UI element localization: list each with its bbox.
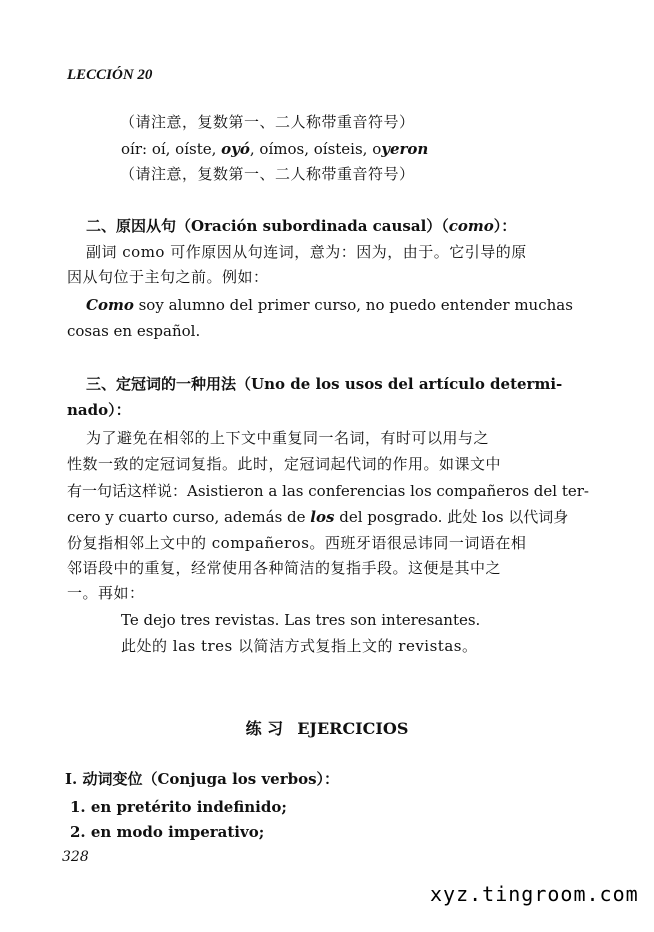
- section3-line4-keyword: los: [310, 508, 335, 526]
- section2-paragraph-line2: 因从句位于主句之前。例如：: [67, 268, 269, 286]
- oir-forms-a: oír: oí, oíste,: [121, 140, 222, 158]
- exercise-subitem-2: 2. en modo imperativo;: [70, 823, 265, 841]
- section3-line5: 份复指相邻上文中的 compañeros。西班牙语很忌讳同一词语在相: [67, 534, 527, 552]
- exercises-title-zh: 练 习: [245, 719, 284, 738]
- exercises-title: [0, 716, 654, 739]
- section2-example-line1: [86, 295, 573, 315]
- oir-form-oyo: oyó: [221, 140, 250, 158]
- section3-line7: 一。再如：: [67, 584, 145, 602]
- section3-line4-pre: cero y cuarto curso, además de: [67, 508, 311, 526]
- accent-note-top: （请注意，复数第一、二人称带重音符号）: [120, 113, 415, 131]
- section3-title-zh: 三、定冠词的一种用法: [86, 375, 237, 393]
- section2-example-rest: soy alumno del primer curso, no puedo entender muchas: [133, 296, 573, 314]
- accent-note-bottom: （请注意，复数第一、二人称带重音符号）: [120, 165, 415, 183]
- exercises-title-es: EJERCICIOS: [297, 719, 409, 738]
- section3-example-line2: 此处的 las tres 以简洁方式复指上文的 revistas。: [121, 637, 478, 655]
- section2-title-keyword: como: [448, 217, 494, 235]
- section2-title-es: （Oración subordinada causal）（: [176, 217, 449, 235]
- section3-line6: 邻语段中的重复，经常使用各种简洁的复指手段。这便是其中之: [67, 559, 502, 577]
- section2-example-line2: cosas en español.: [67, 322, 201, 340]
- section3-line4-post: del posgrado. 此处 los 以代词身: [334, 508, 569, 526]
- section2-title-zh: 二、原因从句: [86, 217, 177, 235]
- section3-line4: [67, 507, 568, 527]
- section2-paragraph-line1: 副词 como 可作原因从句连词，意为：因为，由于。它引导的原: [86, 243, 527, 261]
- section2-title-end: ）：: [493, 217, 517, 235]
- oir-form-oyeron: yeron: [381, 140, 429, 158]
- watermark: xyz.tingroom.com: [430, 882, 639, 906]
- section3-line1: 为了避免在相邻的上下文中重复同一名词，有时可以用与之: [86, 429, 490, 447]
- section2-example-keyword: Como: [86, 296, 134, 314]
- oir-conjugation: [121, 139, 428, 159]
- section2-title: [86, 216, 516, 236]
- section3-example-line1: Te dejo tres revistas. Las tres son interesantes.: [121, 611, 481, 629]
- oir-forms-b: , oímos, oísteis, o: [249, 140, 382, 158]
- exercise-subitem-1: 1. en pretérito indefinido;: [70, 798, 287, 816]
- page-number: 328: [62, 849, 89, 865]
- section3-title-line1: [86, 374, 562, 394]
- section3-line2: 性数一致的定冠词复指。此时，定冠词起代词的作用。如课文中: [67, 455, 502, 473]
- lesson-header: LECCIÓN 20: [67, 67, 153, 83]
- section3-title-es: （Uno de los usos del artículo determi-: [236, 375, 563, 393]
- section3-title-line2: nado）：: [67, 401, 131, 419]
- section3-line3: 有一句话这样说：Asistieron a las conferencias los compañeros del ter-: [67, 482, 589, 500]
- exercise-item-1: I. 动词变位（Conjuga los verbos）：: [65, 770, 340, 788]
